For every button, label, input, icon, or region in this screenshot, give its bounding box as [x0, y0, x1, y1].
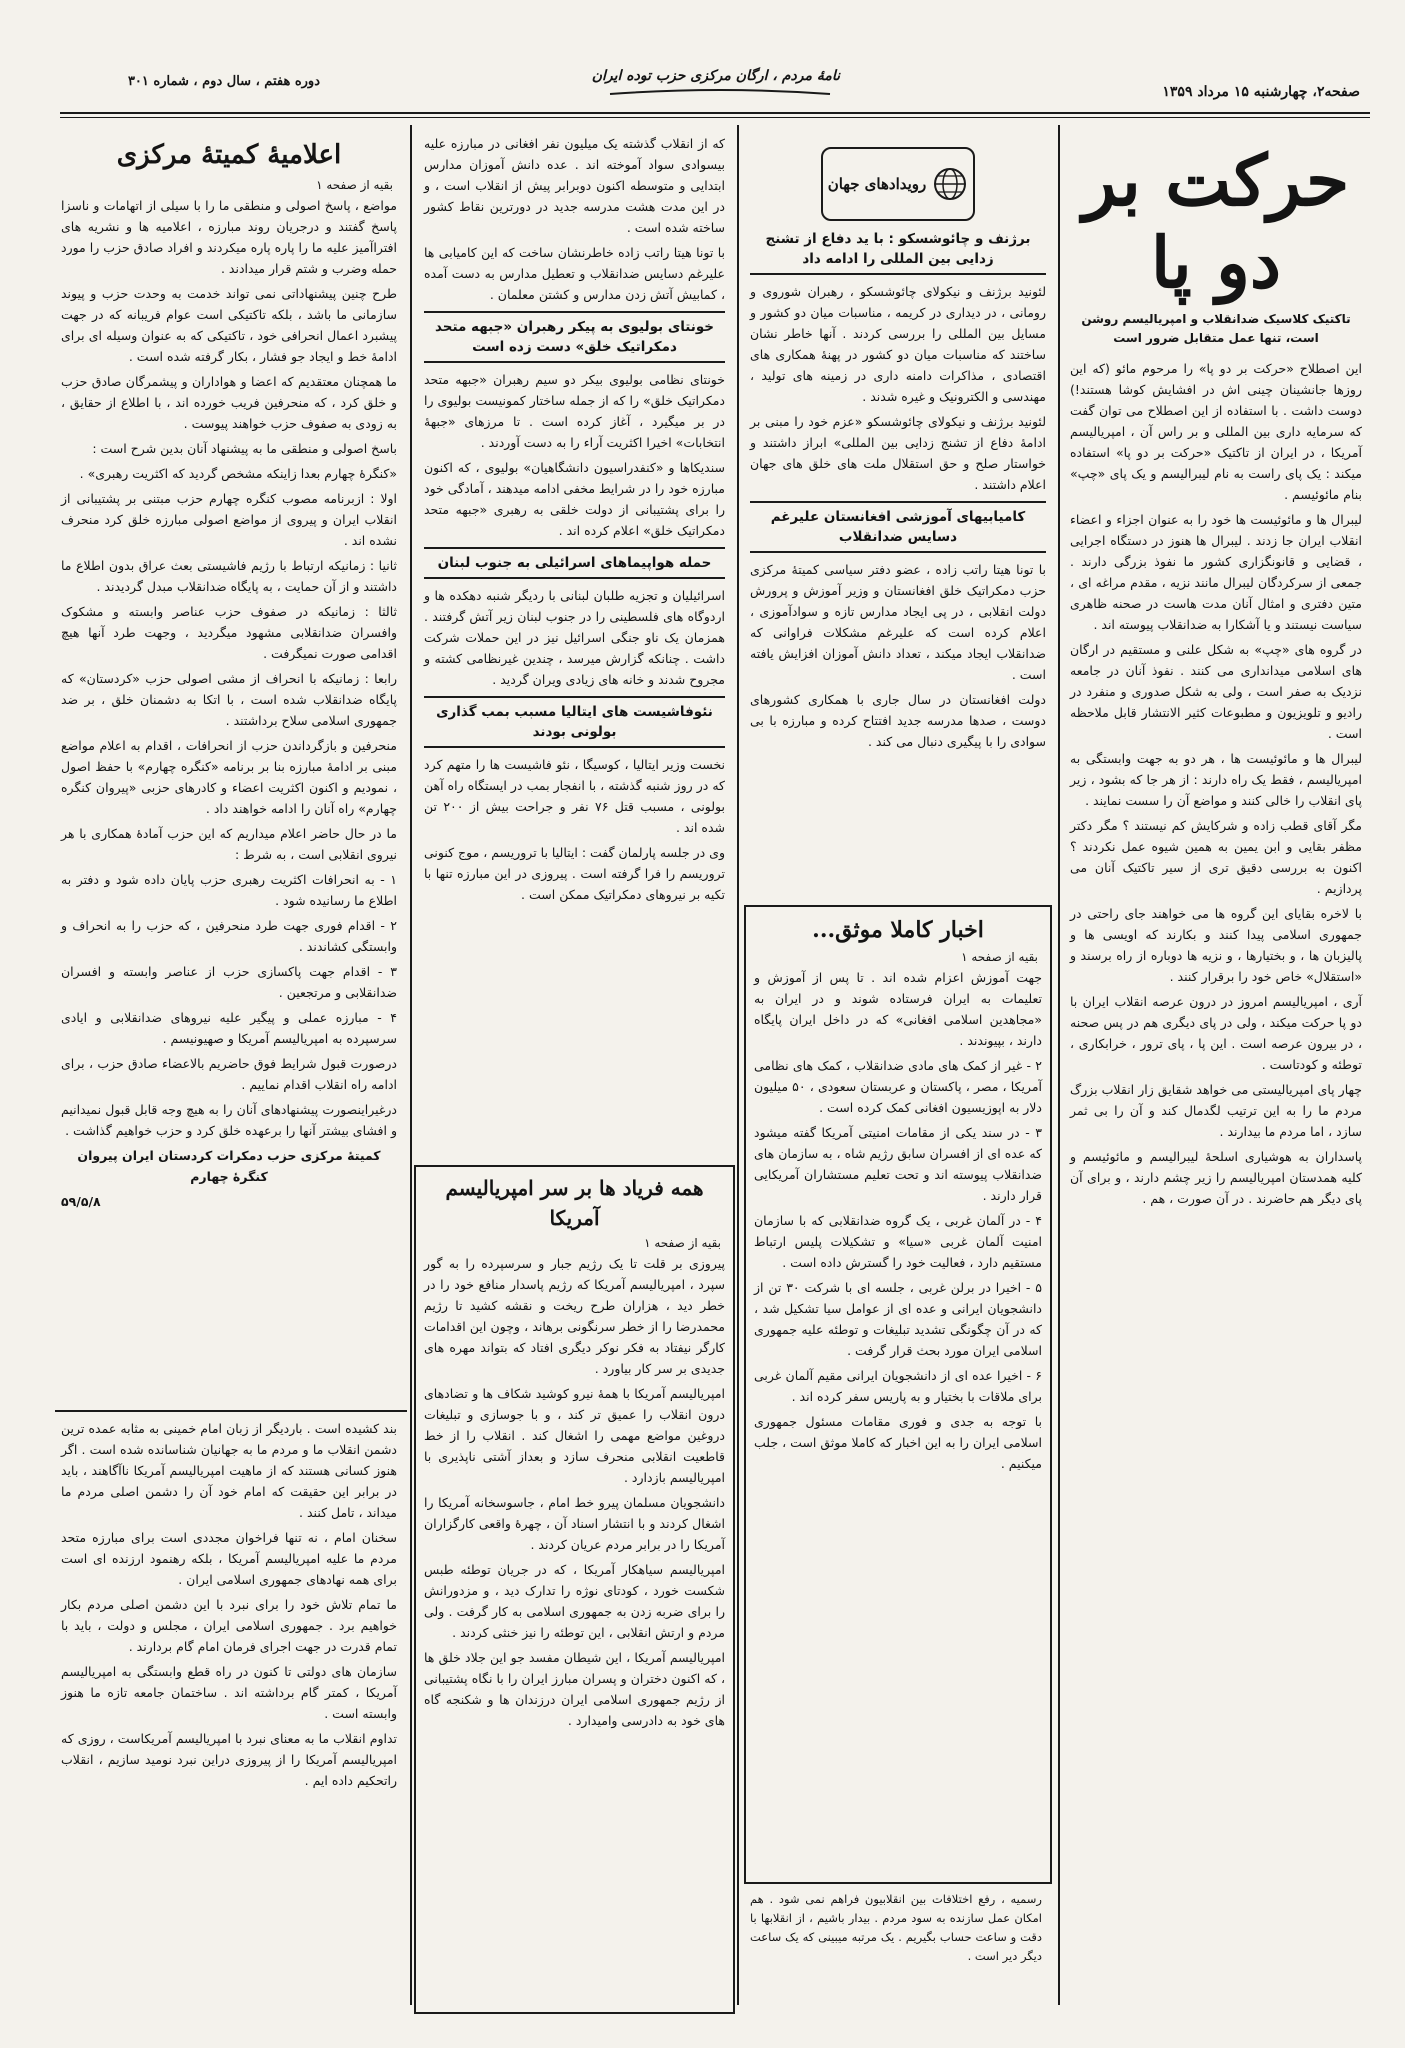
paragraph: «کنگرهٔ چهارم بعدا زاینکه مشخص گردید که اکثریت رهبری» . — [79, 466, 397, 481]
paragraph: سازمان های دولتی تا کنون در راه قطع وابستگی به امپریالیسم آمریکا ، کمتر گام برداشته اند . ساختمان جامعه تازه ما هنوز وابسته است . — [61, 1664, 397, 1721]
paragraph: طرح چنین پیشنهاداتی نمی تواند خدمت به وحدت حزب و پیوند سازمانی ما باشد ، بلکه تاکتیکی است عوام فریبانه که در جهت پیشبرد اعمال انحرافی خود ، تاکتیکی که به عنوان وسیله ای برای ادامهٔ خط و ایجاد جو فشار ، بکار گرفته شده است . — [61, 286, 397, 364]
paragraph: در گروه های «چپ» به شکل علنی و مستقیم در ارگان های اسلامی میدانداری می کنند . نفوذ آنان در جامعه نزدیک به صفر است ، ولی به شکل صدوری و منفرد در رادیو و تلویزیون و مطبوعات کثیر الانتشار قابل ملاحظه است . — [1070, 642, 1362, 741]
italy-article-title: نئوفاشیست های ایتالیا مسبب بمب گذاری بولونی بودند — [424, 696, 725, 748]
paragraph: وی در جلسه پارلمان گفت : ایتالیا با تروریسم ، موج کنونی تروریسم را فرا گرفته است . پیروزی در این مبارزه تنها با تکیه بر نیروهای دمکراتیک ممکن است . — [424, 845, 725, 902]
central-committee-statement — [55, 125, 403, 1405]
paragraph: تداوم انقلاب ما به معنای نبرد با امپریالیسم آمریکاست ، روزی که امپریالیسم آمریکا را از پیروزی دراین نبرد نومید سازیم ، انقلاب راتحکیم داده ایم . — [61, 1731, 397, 1788]
paragraph: باسخ اصولی و منطقی ما به پیشنهاد آنان بدین شرح است : — [92, 441, 397, 456]
paragraph: مواضع ، پاسخ اصولی و منطقی ما را با سیلی از اتهامات و ناسزا پاسخ گفتند و درجریان روند مبارزه ، اعلامیه ها و نشریه های افتراآمیز علیه ما را پاره پاره میکردند و افراد صادق حزب را مورد حمله وضرب و شتم قرار میدادند . — [61, 198, 397, 276]
paragraph: سخنان امام ، نه تنها فراخوان مجددی است برای مبارزه متحد مردم ما علیه امپریالیسم آمریکا ، بلکه رهنمود ارزنده ای است برای همه نهادهای جمهوری اسلامی ایران . — [61, 1530, 397, 1587]
central-committee-title: اعلامیهٔ کمیتهٔ مرکزی — [116, 140, 342, 170]
paragraph: لئونید برژنف و نیکولای چائوشسکو «عزم خود را مبنی بر ادامهٔ دفاع از تشنج زدایی بین المللی» ابراز داشتند و خواستار صلح و حق استقلال ملت های خلق های جهان اعلام داشتند . — [750, 414, 1046, 492]
paragraph: با توجه به جدی و فوری مقامات مسئول جمهوری اسلامی ایران را به این اخبار که کاملا موثق است ، جلب میکنیم . — [754, 1414, 1042, 1471]
statement-end-rule — [55, 1410, 407, 1412]
reliable-news-continued: بقیه از صفحه ۱ — [961, 950, 1038, 964]
paragraph: منحرفین و بازگرداندن حزب از انحرافات ، اقدام به اعلام مواضع مبنی بر ادامهٔ مبارزه بنا بر برنامه «کنگره چهارم» با حفظ اصول ، نمودیم و اکنون اکثریت اعضاء و کادرهای حزبی «پیروان کنگره چهارم» راه آنان را ادامه خواهند داد . — [61, 738, 397, 816]
paragraph: پیروزی بر قلت تا یک رژیم جبار و سرسپرده را به گور سپرد ، امپریالیسم آمریکا که رژیم پاسدار منافع خود را در خطر دید ، هزاران طرح ریخت و نقشه کشید تا رژیم محمدرضا را از خطر سرنگونی برهاند ، وچون این اقدامات کارگر نیفتاد به فکر نوکر دیگری افتاد که بتواند مهره های جدیدی بر سر کار بیاورد . — [424, 1256, 725, 1376]
paragraph: ۲ - اقدام فوری جهت طرد منحرفین ، که حزب را به انحراف و وابستگی کشاندند . — [61, 918, 397, 954]
paragraph: جهت آموزش اعزام شده اند . تا پس از آموزش و تعلیمات به ایران فرستاده شوند و در ایران به «مجاهدین اسلامی افغانی» که در داخل ایران پایگاه دارند ، بپیوندند . — [754, 970, 1042, 1048]
paragraph: لئونید برژنف و نیکولای چائوشسکو ، رهبران شوروی و رومانی ، در دیداری در کریمه ، مناسبات میان دو کشور و مسایل بین المللی را بررسی کردند . آنها خاطر نشان ساختند که مناسبات میان دو کشور در پهنهٔ همکاری های اقتصادی ، مذاکرات دامنه داری در زمینه های تولید ، مهندسی و الکترونیک و غیره شدند . — [750, 284, 1046, 404]
paragraph: ۶ - اخیرا عده ای از دانشجویان ایرانی مقیم آلمان غربی برای ملاقات با بختیار و به پاریس سفر کرده اند . — [754, 1368, 1042, 1404]
paragraph: نخست وزیر ایتالیا ، کوسیگا ، نئو فاشیست ها را متهم کرد که در روز شنبه گذشته ، با انفجار بمب در ایستگاه راه آهن بولونی ، مسبب قتل ۷۶ نفر و جراحت بیش از ۲۰۰ تن شده اند . — [424, 757, 725, 835]
paragraph: اولا : ازبرنامه مصوب کنگره چهارم حزب مبتنی بر پشتیبانی از انقلاب ایران و پیروی از مواضع اصولی مبارزه خلق کرد منحرف نشده اند . — [61, 491, 397, 548]
paragraph: ما تمام تلاش خود را برای نبرد با این دشمن اصلی مردم بکار خواهیم برد . جمهوری اسلامی ایران ، مجلس و دولت ، باید با تمام قدرت در جهت اجرای فرمان امام گام بردارند . — [61, 1597, 397, 1654]
paragraph: این اصطلاح «حرکت بر دو پا» را مرحوم مائو (که این روزها جانشینان چینی اش در افشایش کوشا هستند!) دوست داشت . با استفاده از این اصطلاح می توان گفت که سرمایه داری بین المللی و بر راس آن ، امپریالیسم آمریکا ، در ایران از تاکتیک «حرکت بر دو پا» استفاده میکند : یک پای راست به نام لیبرالیسم و یک پای «چپ» بنام مائوئیسم . — [1070, 361, 1362, 502]
footnote-text: رسمیه ، رفع اختلافات بین انقلابیون فراهم نمی شود . هم امکان عمل سازنده به سود مردم . بیدار باشیم ، از انقلابها با دقت و ساعت حساب بگیریم . یک مرتبه میبینی که یک ساعت دیگر دیر است . — [750, 1892, 1042, 1963]
paragraph: لیبرال ها و مائوئیست ها ، هر دو به جهت وابستگی به امپریالیسم ، فقط یک راه دارند : از هر جا که بشود ، زیر پای انقلاب را خالی کنند و مواضع آن را سست نمایند . — [1070, 751, 1362, 808]
paragraph: آری ، امپریالیسم امروز در درون عرصه انقلاب ایران با دو پا حرکت میکند ، ولی در پای دیگری هم در پس صحنه ، در بیرون عرصه است . این پا ، پای ترور ، خرابکاری ، توطئه و کودتاست . — [1070, 994, 1362, 1072]
imperialism-article-title: همه فریاد ها بر سر امپریالیسم آمریکا — [445, 1176, 704, 1230]
paragraph: ۴ - در آلمان غربی ، یک گروه ضدانقلابی که با سازمان امنیت آلمان غربی «سیا» و تشکیلات پلیس ارتباط مستقیم دارد ، فعالیت خود را گسترش داده است . — [754, 1213, 1042, 1270]
statement-date: ۵۹/۵/۸ — [61, 1194, 101, 1209]
paragraph: امپریالیسم آمریکا با همهٔ نیرو کوشید شکاف ها و تضادهای درون انقلاب را عمیق تر کند ، و با جوسازی و تبلیغات دروغین مواضع مهمی را اشغال کند . انقلاب را از خط قاطعیت انقلابی منحرف سازد و بعداز آشتی ناپذیری با امپریالیسم بازدارد . — [424, 1386, 725, 1485]
imperialism-continuation — [55, 1418, 403, 2013]
paragraph: ۳ - اقدام جهت پاکسازی حزب از عناصر وابسته و افسران ضدانقلابی و مرتجعین . — [61, 964, 397, 1000]
column-rule-2 — [737, 125, 739, 2005]
paragraph: ۱ - به انحرافات اکثریت رهبری حزب پایان داده شود و دفتر به اطلاع ما رسانیده شود . — [61, 872, 397, 908]
paragraph: رابعا : زمانیکه با انحراف از مشی اصولی حزب «کردستان» که پایگاه ضدانقلاب شده است ، با اتکا به دشمنان خلق ، بر ضد جمهوری اسلامی سلاح برداشتند . — [61, 671, 397, 728]
paragraph: ۲ - غیر از کمک های مادی ضدانقلاب ، کمک های نظامی آمریکا ، مصر ، پاکستان و عربستان سعودی ، ۵۰ میلیون دلار به اپوزیسیون افغانی کمک کرده است . — [754, 1058, 1042, 1115]
paragraph: ۴ - مبارزه عملی و پیگیر علیه نیروهای ضدانقلابی و ایادی سرسپرده به امپریالیسم آمریکا و صهیونیسم . — [61, 1010, 397, 1046]
article-dual-leg-body — [1066, 358, 1366, 1209]
imperialism-article-box — [414, 1165, 735, 2014]
issue-info: دوره هفتم ، سال دوم ، شماره ۳۰۱ — [127, 74, 320, 89]
paragraph: با تونا هیتا راتب زاده ، عضو دفتر سیاسی کمیتهٔ مرکزی حزب دمکراتیک خلق افغانستان و وزیر آموزش و پرورش دولت انقلابی ، در پی ایجاد مدارس تازه و سوادآموزی ، اعلام کرده است که علیرغم مشکلات فراوانی که ضدانقلاب ایجاد میکند ، تعداد دانش آموزان افزایش یافته است . — [750, 562, 1046, 682]
footnote-section — [744, 1890, 1048, 2010]
paragraph: درصورت قبول شرایط فوق حاضریم بالاعضاء صادق حزب ، برای ادامه راه انقلاب اقدام نماییم . — [61, 1056, 397, 1092]
paragraph: لیبرال ها و مائوئیست ها خود را به عنوان اجزاء و اعضاء انقلاب ایران جا زدند . لیبرال ها هنوز در دستگاه اجرایی ، قضایی و قانونگزاری کشور ما نفوذ بزرگی دارند . جمعی از سرکردگان لیبرال مانند نزیه ، مقدم مراغه ای ، متین دفتری و امثال آنان مدت هاست در صحنه ظاهری سیاست نیستند و یا آشکارا به ضدانقلاب پیوسته اند . — [1070, 512, 1362, 632]
paragraph: ثانیا : زمانیکه ارتباط با رژیم فاشیستی بعث عراق بدون اطلاع ما داشتند و از آن حمایت ، به پایگاه ضدانقلاب مبدل گردیدند . — [61, 558, 397, 594]
paragraph: دانشجویان مسلمان پیرو خط امام ، جاسوسخانه آمریکا را اشغال کردند و با انتشار اسناد آن ، چهرهٔ واقعی کارگزاران آمریکا را در برابر مردم عریان کردند . — [424, 1495, 725, 1552]
paragraph: چهار پای امپریالیستی می خواهد شقایق زار انقلاب بزرگ مردم ما را به این ترتیب لگدمال کند و آن را بی ثمر سازد ، اما مردم ما بیدارند . — [1070, 1082, 1362, 1139]
paragraph: ۵ - اخیرا در برلن غربی ، جلسه ای با شرکت ۳۰ تن از دانشجویان ایرانی و عده ای از عوامل سیا تشکیل شد ، که در آن چگونگی تشدید تبلیغات و توطئه علیه جمهوری اسلامی ایران مورد بحث قرار گرفت . — [754, 1280, 1043, 1358]
afghan-education-title: کامیابیهای آموزشی افغانستان علیرغم دسایس ضدانقلاب — [750, 501, 1046, 553]
masthead-text: نامهٔ مردم ، ارگان مرکزی حزب توده ایران — [591, 68, 840, 84]
paragraph: ثالثا : زمانیکه در صفوف حزب عناصر وابسته و مشکوک وافسران ضدانقلابی مشهود میگردید ، وجهت طرد آنها هیچ اقدامی صورت نمیگرفت . — [61, 604, 397, 661]
central-committee-continued: بقیه از صفحه ۱ — [316, 178, 393, 192]
column-rule-1 — [1058, 125, 1060, 2005]
reliable-news-box — [744, 905, 1052, 1884]
header-rule-bottom — [60, 117, 1370, 118]
header-rule-top — [60, 112, 1370, 114]
paragraph: سندیکاها و «کنفدراسیون دانشگاهیان» بولیوی ، که اکنون مبارزه خود را در شرایط مخفی ادامه میدهند ، آمادگی خود را برای پشتیبانی از دولت خلقی به رهبری «جبهه متحد دمکراتیک خلق» اعلام کرده اند . — [424, 460, 725, 538]
paragraph: پاسداران به هوشیاری اسلحهٔ لیبرالیسم و مائوئیسم و کلیه همدستان امپریالیسم را زیر چشم دارند ، و برای آن پای دیگر هم حاضرند . در آن صورت ، هم . — [1070, 1149, 1362, 1206]
paragraph: با لاخره بقایای این گروه ها می خواهند جای راحتی در جمهوری اسلامی پیدا کنند و بکارند که اویسی ها و پالیزبان ها ، و بختیارها ، و نزیه ها دوباره از راه برسند و «استقلال» خاص خود را برقرار کنند . — [1070, 906, 1362, 984]
page-header — [0, 0, 1405, 130]
paragraph: ۳ - در سند یکی از مقامات امنیتی آمریکا گفته میشود که عده ای از افسران سابق رژیم شاه ، به سازمان های ضدانقلاب پیوسته اند و تحت تعلیم مستشاران آمریکایی قرار دارند . — [754, 1125, 1042, 1203]
paragraph: درغیراینصورت پیشنهادهای آنان را به هیچ وجه قابل قبول نمیدانیم و افشای بیشتر آنها را برعهده خلق کرد و حزب خواهیم گذاشت . — [61, 1102, 397, 1138]
paragraph: امپریالیسم سیاهکار آمریکا ، که در جریان توطئه طبس شکست خورد ، کودتای نوژه را تدارک دید ، و مزدورانش را برای ضربه زدن به جمهوری اسلامی به کار گرفت . ولی مردم و ارتش انقلابی ، این توطئه را نیز خنثی کردند . — [424, 1562, 725, 1640]
news-column-3 — [418, 125, 731, 1160]
masthead-logo — [591, 68, 840, 118]
world-events-section — [744, 125, 1052, 900]
reliable-news-title: اخبار کاملا موثق... — [812, 917, 984, 943]
paragraph: مگر آقای قطب زاده و شرکایش کم نیستند ؟ مگر دکتر مظفر بقایی و ابن یمین به همین شیوه عمل نکردند ؟ اکنون به بررسی دقیق تری از سیر تاکتیک آنان می پردازیم . — [1070, 818, 1362, 896]
masthead-underline-icon — [600, 84, 840, 102]
page-date-info: صفحه۲، چهارشنبه ۱۵ مرداد ۱۳۵۹ — [1162, 84, 1360, 100]
paragraph: اسرائیلیان و تجزیه طلبان لبنانی با ردیگر شنبه دهکده ها و اردوگاه های فلسطینی را در جنوب لبنان زیر آتش گرفتند . همزمان یک ناو جنگی اسرائیل نیز در این حملات شرکت داشت . چنانکه گزارش میرسد ، چندین غیرنظامی کشته و مجروح شدند و خانه های زیادی ویران گردید . — [424, 588, 725, 687]
paragraph: امپریالیسم آمریکا ، این شیطان مفسد جو این جلاد خلق ها ، که اکنون دختران و پسران مبارز ایران را با نگاه پشتیبانی از رژیم جمهوری اسلامی ایران درزندان ها و شکنجه گاه های خود به دادرسی وامیدارد . — [424, 1650, 725, 1728]
article-dual-leg-title: حرکت بر دو پا — [1082, 139, 1350, 304]
signature: کمیتهٔ مرکزی حزب دمکرات کردستان ایران پیروان کنگرهٔ چهارم — [77, 1148, 381, 1184]
bolivia-article-title: خونتای بولیوی به پیکر رهبران «جبهه متحد دمکراتیک خلق» دست زده است — [424, 311, 725, 363]
paragraph: دولت افغانستان در سال جاری با همکاری کشورهای دوست ، صدها مدرسه جدید افتتاح کرده و مبارزه با بی سوادی را با پیگیری دنبال می کند . — [750, 692, 1046, 749]
lebanon-article-title: حمله هواپیماهای اسرائیلی به جنوب لبنان — [424, 547, 725, 579]
paragraph: با تونا هیتا راتب زاده خاطرنشان ساخت که این کامیابی ها علیرغم دسایس ضدانقلاب و تعطیل مدارس به دست آمده ، کمابیش آتش زدن مدارس و کشتن معلمان . — [424, 245, 725, 302]
paragraph: که از انقلاب گذشته یک میلیون نفر افغانی در مبارزه علیه بیسوادی سواد آموخته اند . عده دانش آموزان مدارس ابتدایی و متوسطه اکنون دوبرابر پیش از انقلاب است ، و در این مدت هشت مدرسه جدید در دورترین نقاط کشور ساخته شده است . — [424, 136, 725, 235]
imperialism-continued: بقیه از صفحه ۱ — [644, 1236, 721, 1250]
brezhnev-article-title: برژنف و چائوشسکو : با ید دفاع از تشنج زدایی بین المللی را ادامه داد — [750, 229, 1046, 275]
paragraph: بند کشیده است . باردیگر از زبان امام خمینی به مثابه عمده ترین دشمن انقلاب ما و مردم ما به جهانیان شناسانده شده است . اگر هنوز کسانی هستند که از ماهیت امپریالیسم آمریکا ناآگاهند ، باید در برابر این حقیقت که امام خود آن را دشمن اصلی مردم ما میداند ، تامل کنند . — [61, 1421, 397, 1520]
paragraph: ما همچنان معتقدیم که اعضا و هواداران و پیشمرگان صادق حزب و خلق کرد ، که منحرفین فریب خورده اند ، با اطلاع از حقایق ، به زودی به صفوف حزب خواهند پیوست . — [61, 374, 397, 431]
paragraph: خونتای نظامی بولیوی بیکر دو سیم رهبران «جبهه متحد دمکراتیک خلق» را که از جمله ساختار کمونیست بولیوی را در بر میگیرد ، آغاز کرده است . تا مرزهای «جبههٔ انتخابات» اخیرا اکثریت آراء را به دست آوردند . — [424, 372, 725, 450]
paragraph: ما در حال حاضر اعلام میداریم که این حزب آمادهٔ همکاری با هر نیروی انقلابی است ، به شرط : — [61, 826, 397, 862]
globe-icon — [932, 166, 968, 202]
article-dual-leg — [1066, 125, 1366, 2020]
column-rule-3 — [410, 125, 412, 2005]
world-events-logo-text: رویدادهای جهان — [827, 175, 927, 193]
world-events-logo — [821, 147, 975, 221]
article-dual-leg-subtitle: تاکتیک کلاسیک ضدانقلاب و امپریالیسم روشن است، تنها عمل متقابل ضرور است — [1081, 312, 1351, 345]
